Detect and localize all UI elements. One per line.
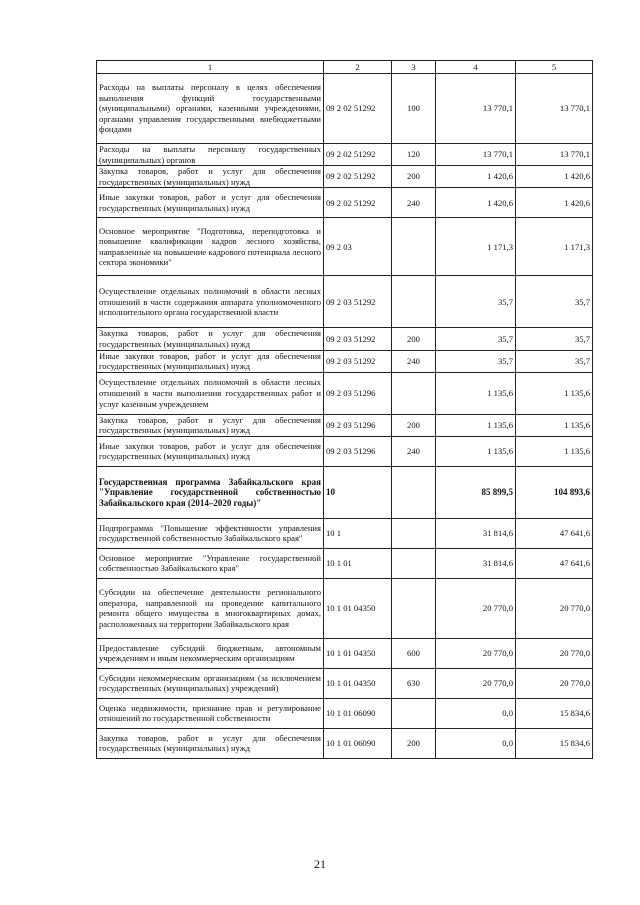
row-sum-2019-cell: 35,7 — [436, 350, 516, 372]
table-row — [97, 188, 593, 218]
row-name-cell: Осуществление отдельных полномочий в области лесных отношений в части выполнения государственных работ и услуг казенным учреждением — [97, 372, 324, 414]
row-name-cell: Расходы на выплаты персоналу государственных (муниципальных) органов — [97, 144, 324, 166]
row-sum-2020-cell: 104 893,6 — [516, 466, 593, 518]
row-name-cell: Осуществление отдельных полномочий в области лесных отношений в части содержания аппарата уполномоченного исполнительного органа государственной власти — [97, 276, 324, 328]
row-sum-2019-cell: 1 171,3 — [436, 218, 516, 276]
row-sum-2020-cell: 35,7 — [516, 276, 593, 328]
row-name-cell: Закупка товаров, работ и услуг для обеспечения государственных (муниципальных) нужд — [97, 328, 324, 350]
row-sum-2020-cell: 15 834,6 — [516, 728, 593, 758]
page-number: 21 — [314, 857, 326, 871]
row-sum-2020-cell: 1 135,6 — [516, 414, 593, 436]
row-name-cell: Основное мероприятие "Подготовка, переподготовка и повышение квалификации кадров лесного хозяйства, направленные на повышение кадрового потенциала лесного сектора экономики" — [97, 218, 324, 276]
row-vr-cell: 240 — [392, 436, 436, 466]
row-sum-2019-cell: 1 135,6 — [436, 436, 516, 466]
table-row — [97, 276, 593, 328]
row-code-cell: 09 2 02 51292 — [324, 144, 392, 166]
row-name-cell: Закупка товаров, работ и услуг для обеспечения государственных (муниципальных) нужд — [97, 728, 324, 758]
row-vr-cell: 200 — [392, 414, 436, 436]
row-code-cell: 09 2 02 51292 — [324, 166, 392, 188]
header-cell-2: 2 — [324, 61, 392, 74]
row-sum-2019-cell: 1 135,6 — [436, 372, 516, 414]
table-row — [97, 668, 593, 698]
row-name-cell: Закупка товаров, работ и услуг для обеспечения государственных (муниципальных) нужд — [97, 414, 324, 436]
table-row — [97, 698, 593, 728]
row-code-cell: 09 2 03 51296 — [324, 414, 392, 436]
row-name-cell: Предоставление субсидий бюджетным, автономным учреждениям и иным некоммерческим организациям — [97, 638, 324, 668]
row-sum-2020-cell: 1 420,6 — [516, 166, 593, 188]
row-name-cell: Иные закупки товаров, работ и услуг для обеспечения государственных (муниципальных) нужд — [97, 188, 324, 218]
row-vr-cell — [392, 518, 436, 548]
row-vr-cell: 120 — [392, 144, 436, 166]
table-row — [97, 436, 593, 466]
row-code-cell: 10 1 01 06090 — [324, 698, 392, 728]
table-row — [97, 638, 593, 668]
table-row — [97, 518, 593, 548]
row-code-cell: 10 1 01 04350 — [324, 578, 392, 638]
row-vr-cell — [392, 466, 436, 518]
row-sum-2020-cell: 20 770,0 — [516, 578, 593, 638]
row-sum-2019-cell: 31 814,6 — [436, 548, 516, 578]
table-row — [97, 414, 593, 436]
row-code-cell: 10 1 01 06090 — [324, 728, 392, 758]
table-row — [97, 74, 593, 144]
row-vr-cell — [392, 578, 436, 638]
row-code-cell: 09 2 03 51296 — [324, 436, 392, 466]
row-name-cell: Государственная программа Забайкальского края "Управление государственной собственностью Забайкальского края (2014–2020 годы)" — [97, 466, 324, 518]
row-sum-2019-cell: 85 899,5 — [436, 466, 516, 518]
row-name-cell: Основное мероприятие "Управление государственной собственностью Забайкальского края" — [97, 548, 324, 578]
row-code-cell: 09 2 02 51292 — [324, 74, 392, 144]
row-name-cell: Субсидии на обеспечение деятельности регионального оператора, направленной на проведение капитального ремонта общего имущества в многоквартирных домах, расположенных на территории Забайкальского края — [97, 578, 324, 638]
row-sum-2019-cell: 20 770,0 — [436, 668, 516, 698]
row-sum-2019-cell: 20 770,0 — [436, 578, 516, 638]
row-name-cell: Оценка недвижимости, признание прав и регулирование отношений по государственной собственности — [97, 698, 324, 728]
row-code-cell: 09 2 03 51292 — [324, 328, 392, 350]
row-name-cell: Расходы на выплаты персоналу в целях обеспечения выполнения функций государственными (муниципальными) органами, казенными учреждениями, органами управления государственными внебюджетными фондами — [97, 74, 324, 144]
row-sum-2020-cell: 20 770,0 — [516, 638, 593, 668]
table-row — [97, 372, 593, 414]
row-vr-cell — [392, 698, 436, 728]
row-code-cell: 10 1 01 — [324, 548, 392, 578]
table-row — [97, 466, 593, 518]
row-sum-2019-cell: 35,7 — [436, 328, 516, 350]
header-cell-3: 3 — [392, 61, 436, 74]
row-sum-2020-cell: 1 420,6 — [516, 188, 593, 218]
row-sum-2019-cell: 31 814,6 — [436, 518, 516, 548]
row-name-cell: Подпрограмма "Повышение эффективности управления государственной собственностью Забайкальского края" — [97, 518, 324, 548]
table-body — [97, 74, 593, 759]
row-sum-2019-cell: 20 770,0 — [436, 638, 516, 668]
row-sum-2020-cell: 20 770,0 — [516, 668, 593, 698]
row-name-cell: Иные закупки товаров, работ и услуг для обеспечения государственных (муниципальных) нужд — [97, 350, 324, 372]
row-sum-2019-cell: 13 770,1 — [436, 74, 516, 144]
row-sum-2020-cell: 1 135,6 — [516, 436, 593, 466]
row-vr-cell: 240 — [392, 188, 436, 218]
row-code-cell: 09 2 03 51292 — [324, 276, 392, 328]
row-name-cell: Субсидии некоммерческим организациям (за исключением государственных (муниципальных) учреждений) — [97, 668, 324, 698]
row-sum-2020-cell: 1 171,3 — [516, 218, 593, 276]
row-code-cell: 10 1 01 04350 — [324, 668, 392, 698]
row-vr-cell: 630 — [392, 668, 436, 698]
row-vr-cell: 240 — [392, 350, 436, 372]
row-sum-2020-cell: 13 770,1 — [516, 144, 593, 166]
row-vr-cell: 200 — [392, 728, 436, 758]
row-sum-2019-cell: 13 770,1 — [436, 144, 516, 166]
row-code-cell: 10 1 — [324, 518, 392, 548]
header-cell-1: 1 — [97, 61, 324, 74]
header-cell-4: 4 — [436, 61, 516, 74]
row-vr-cell — [392, 218, 436, 276]
row-vr-cell — [392, 372, 436, 414]
header-cell-5: 5 — [516, 61, 593, 74]
row-sum-2020-cell: 13 770,1 — [516, 74, 593, 144]
row-vr-cell — [392, 548, 436, 578]
row-sum-2020-cell: 47 641,6 — [516, 548, 593, 578]
row-name-cell: Закупка товаров, работ и услуг для обеспечения государственных (муниципальных) нужд — [97, 166, 324, 188]
row-vr-cell: 200 — [392, 328, 436, 350]
row-sum-2020-cell: 35,7 — [516, 328, 593, 350]
row-name-cell: Иные закупки товаров, работ и услуг для обеспечения государственных (муниципальных) нужд — [97, 436, 324, 466]
row-sum-2019-cell: 1 420,6 — [436, 188, 516, 218]
table-row — [97, 350, 593, 372]
table-row — [97, 166, 593, 188]
row-code-cell: 09 2 03 51296 — [324, 372, 392, 414]
row-code-cell: 09 2 03 51292 — [324, 350, 392, 372]
row-vr-cell: 200 — [392, 166, 436, 188]
row-sum-2019-cell: 0,0 — [436, 698, 516, 728]
row-sum-2019-cell: 0,0 — [436, 728, 516, 758]
row-vr-cell: 100 — [392, 74, 436, 144]
row-code-cell: 10 1 01 04350 — [324, 638, 392, 668]
table-row — [97, 728, 593, 758]
budget-table — [96, 60, 593, 759]
table-row — [97, 578, 593, 638]
row-code-cell: 09 2 03 — [324, 218, 392, 276]
row-sum-2020-cell: 1 135,6 — [516, 372, 593, 414]
row-vr-cell — [392, 276, 436, 328]
row-sum-2019-cell: 1 420,6 — [436, 166, 516, 188]
table-row — [97, 328, 593, 350]
row-sum-2019-cell: 1 135,6 — [436, 414, 516, 436]
header-row — [97, 61, 593, 74]
row-sum-2020-cell: 47 641,6 — [516, 518, 593, 548]
table-row — [97, 548, 593, 578]
row-sum-2019-cell: 35,7 — [436, 276, 516, 328]
row-code-cell: 09 2 02 51292 — [324, 188, 392, 218]
row-sum-2020-cell: 15 834,6 — [516, 698, 593, 728]
row-sum-2020-cell: 35,7 — [516, 350, 593, 372]
row-code-cell: 10 — [324, 466, 392, 518]
table-row — [97, 218, 593, 276]
table-row — [97, 144, 593, 166]
row-vr-cell: 600 — [392, 638, 436, 668]
